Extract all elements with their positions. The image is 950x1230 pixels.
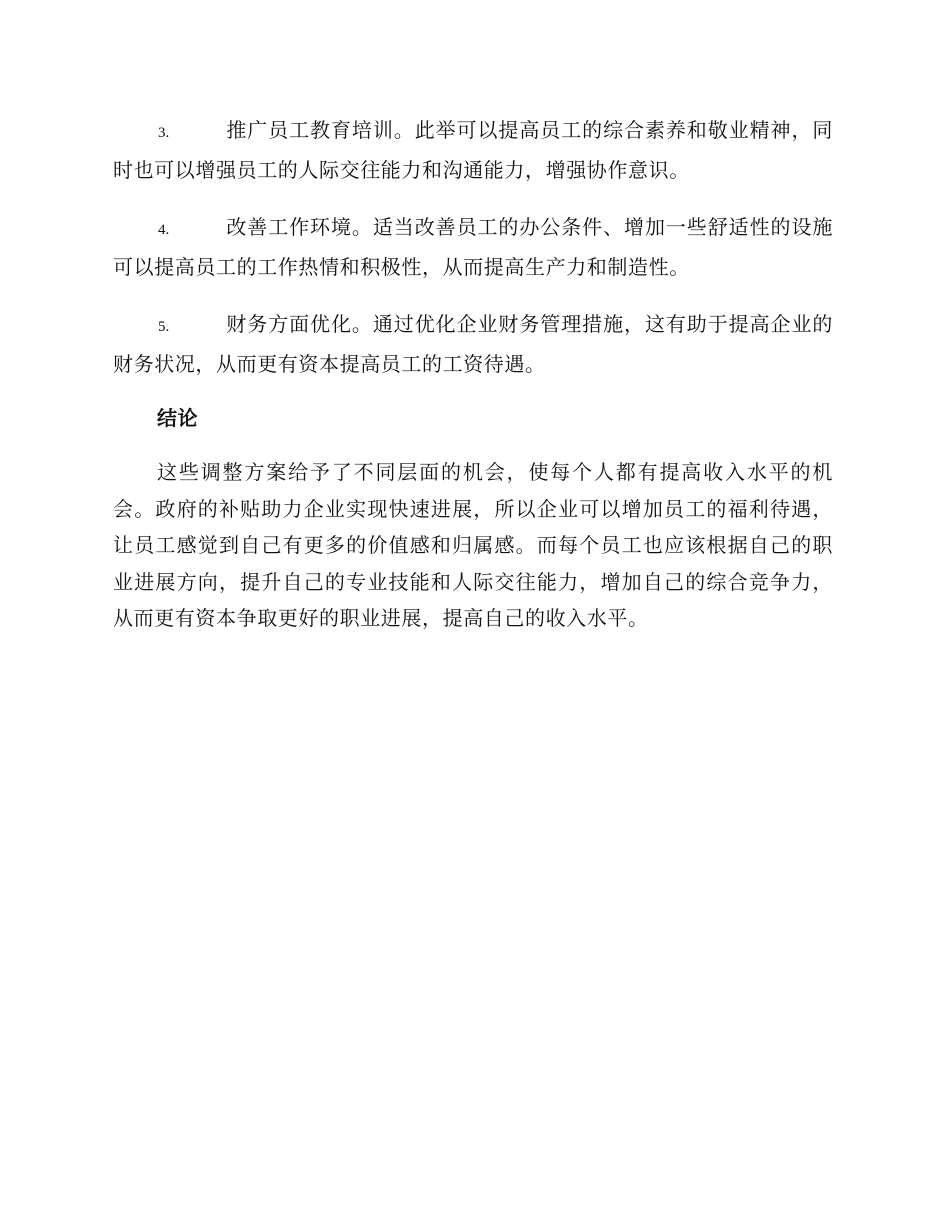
conclusion-paragraph: 这些调整方案给予了不同层面的机会，使每个人都有提高收入水平的机会。政府的补贴助力企业实现快速进展，所以企业可以增加员工的福利待遇，让员工感觉到自己有更多的价值感和归属感。而每个员工也应该根据自己的职业进展方向，提升自己的专业技能和人际交往能力，增加自己的综合竞争力，从而更有资本争取更好的职业进展，提高自己的收入水平。 (113, 460, 833, 630)
document-content (113, 112, 833, 637)
list-number: 5. (158, 319, 170, 335)
list-item-text: 推广员工教育培训。此举可以提高员工的综合素养和敬业精神，同时也可以增强员工的人际交往能力和沟通能力，增强协作意识。 (113, 118, 833, 182)
list-number: 3. (158, 125, 170, 141)
conclusion-heading: 结论 (157, 406, 198, 430)
list-item-text: 财务方面优化。通过优化企业财务管理措施，这有助于提高企业的财务状况，从而更有资本提高员工的工资待遇。 (113, 312, 833, 376)
list-item-4 (113, 209, 833, 286)
list-number: 4. (158, 222, 170, 238)
list-item-3 (113, 112, 833, 189)
list-item-text: 改善工作环境。适当改善员工的办公条件、增加一些舒适性的设施可以提高员工的工作热情和积极性，从而提高生产力和制造性。 (113, 215, 833, 279)
list-item-5 (113, 306, 833, 383)
